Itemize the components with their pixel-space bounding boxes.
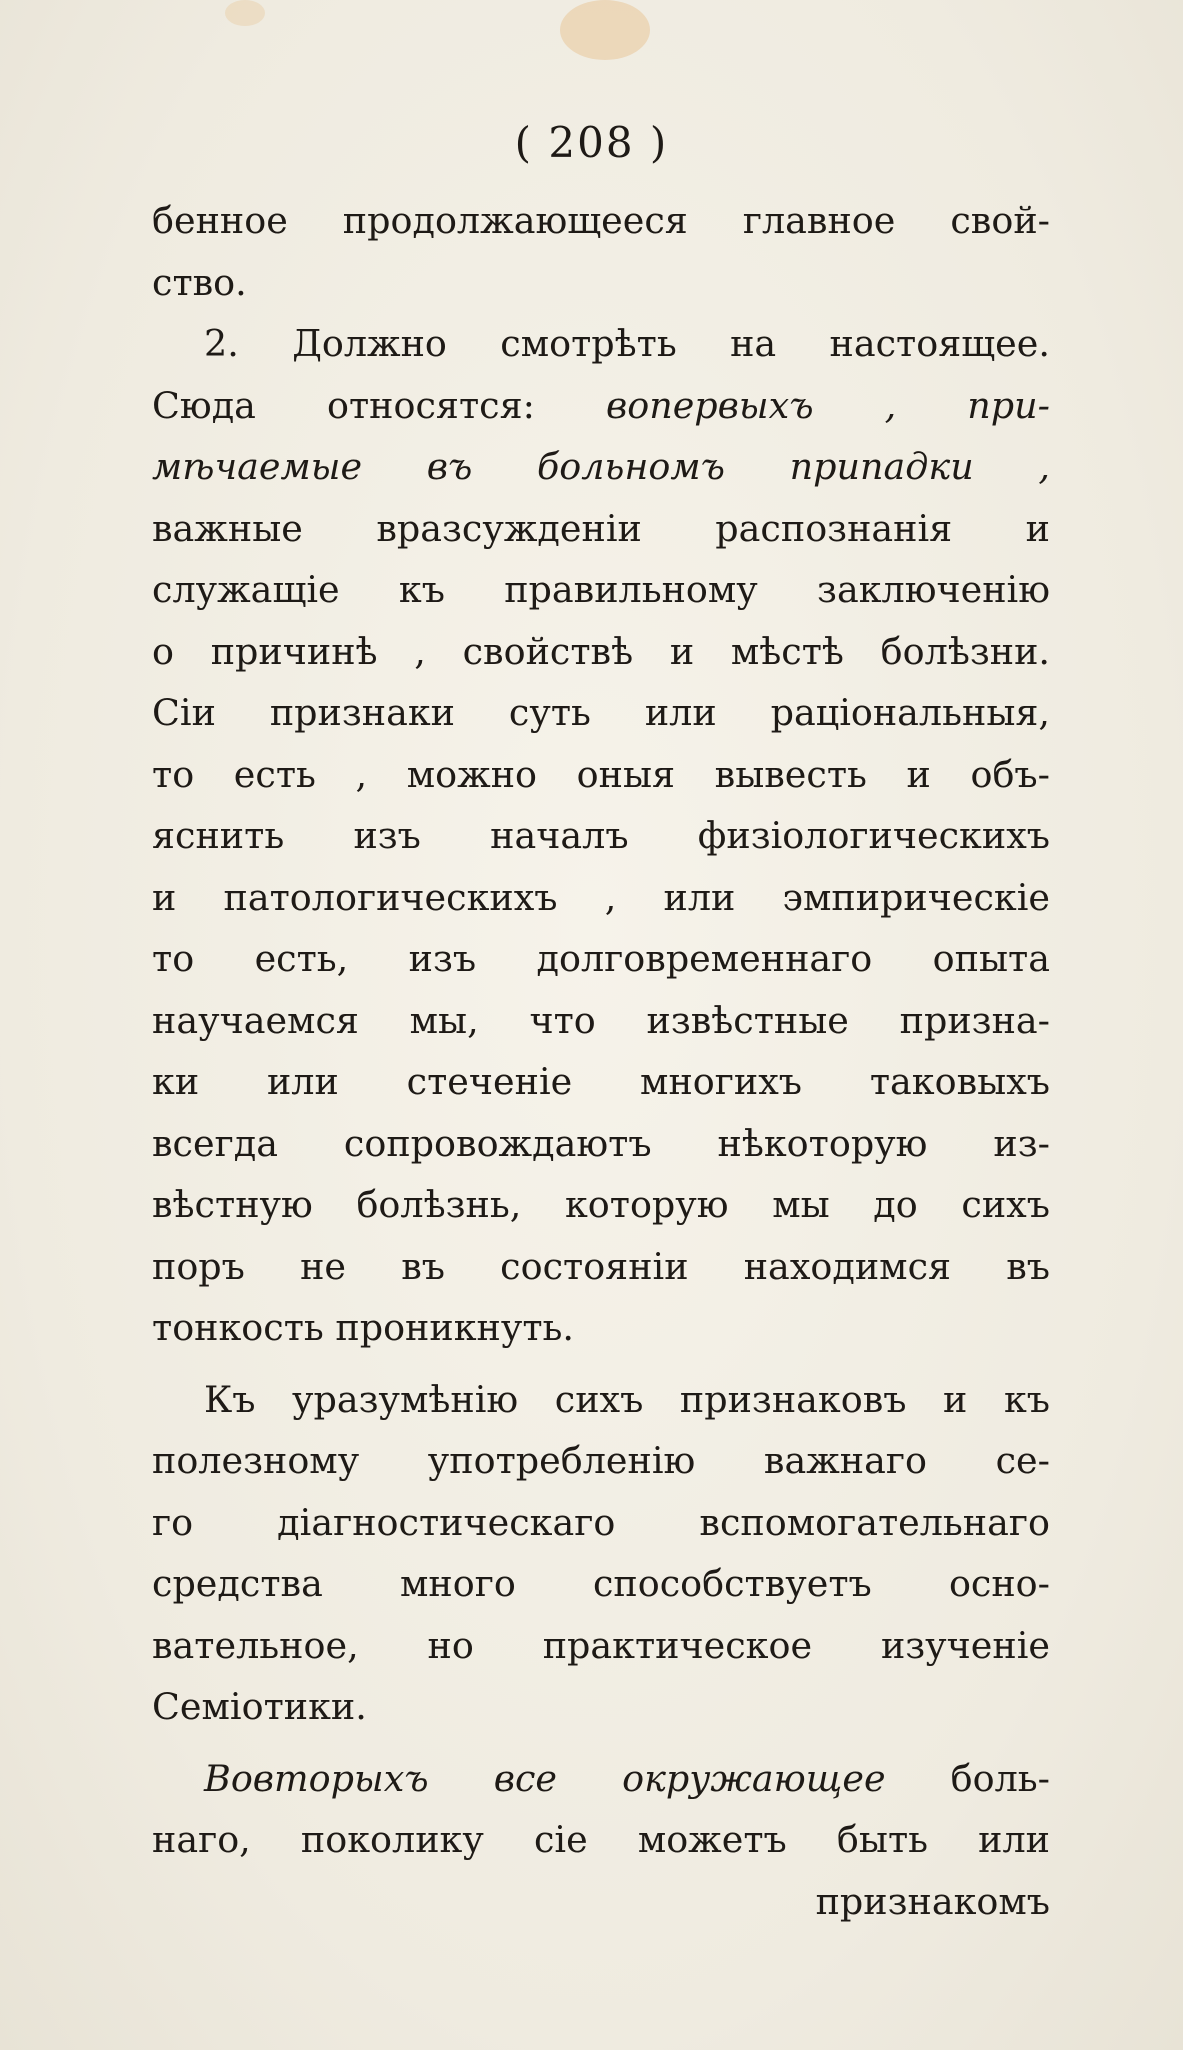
text-line <box>152 744 1050 806</box>
text-line <box>152 621 1050 683</box>
text-line <box>152 1236 1050 1298</box>
text-line <box>152 559 1050 621</box>
text-segment: боль- <box>885 1756 1050 1800</box>
italic-segment: мѣчаемые въ больномъ припадки , <box>152 445 1050 488</box>
text-segment: го діагностическаго вспомогательнаго <box>152 1500 1050 1544</box>
text-segment: вѣстную болѣзнь, которую мы до сихъ <box>152 1183 1050 1226</box>
text-line <box>152 1809 1050 1871</box>
text-line <box>152 1297 1050 1359</box>
text-segment: средства много способствуетъ осно- <box>152 1562 1050 1605</box>
page-number-header: ( 208 ) <box>514 118 669 167</box>
text-segment: 2. Должно смотрѣть на настоящее. <box>204 322 1050 365</box>
text-segment: Сюда относятся: <box>152 383 606 427</box>
text-segment: Семіотики. <box>152 1685 367 1728</box>
text-segment: всегда сопровождаютъ нѣкоторую из- <box>152 1121 1050 1165</box>
paragraph-gap <box>152 1738 1050 1748</box>
body-text <box>152 190 1050 1932</box>
text-segment: то есть , можно оныя вывесть и объ- <box>152 752 1050 796</box>
text-line <box>152 1871 1050 1933</box>
text-line <box>152 313 1050 375</box>
text-line <box>152 190 1050 252</box>
text-line <box>152 436 1050 498</box>
text-segment: о причинѣ , свойствѣ и мѣстѣ болѣзни. <box>152 629 1050 673</box>
text-segment: яснить изъ началъ физіологическихъ <box>152 814 1050 857</box>
text-segment: научаемся мы, что извѣстные призна- <box>152 998 1050 1042</box>
text-line <box>152 867 1050 929</box>
text-line <box>152 375 1050 437</box>
text-line <box>152 1615 1050 1677</box>
text-segment: наго, поколику сіе можетъ быть или <box>152 1818 1050 1861</box>
text-line <box>152 1051 1050 1113</box>
paper-stain <box>560 0 650 60</box>
text-line <box>152 1676 1050 1738</box>
text-line <box>152 1113 1050 1175</box>
text-segment: ки или стеченіе многихъ таковыхъ <box>152 1060 1050 1103</box>
text-line <box>152 1492 1050 1554</box>
text-segment: признакомъ <box>815 1879 1050 1923</box>
text-segment: и патологическихъ , или эмпирическіе <box>152 875 1050 919</box>
text-line <box>152 1748 1050 1810</box>
text-segment: служащіе къ правильному заключенію <box>152 568 1050 611</box>
text-line <box>152 928 1050 990</box>
text-line <box>152 1369 1050 1431</box>
text-segment: ство. <box>152 260 247 304</box>
text-segment: вательное, но практическое изученіе <box>152 1623 1050 1667</box>
text-line <box>152 990 1050 1052</box>
text-line <box>152 1430 1050 1492</box>
text-line <box>152 1174 1050 1236</box>
italic-segment: вопервыхъ , при- <box>605 383 1050 427</box>
text-segment: то есть, изъ долговременнаго опыта <box>152 937 1050 980</box>
italic-segment: Вовторыхъ все окружающее <box>204 1756 886 1800</box>
text-segment: тонкость проникнуть. <box>152 1306 574 1349</box>
text-segment: Сіи признаки суть или раціональныя, <box>152 691 1050 734</box>
paragraph-gap <box>152 1359 1050 1369</box>
text-segment: полезному употребленію важнаго се- <box>152 1439 1050 1482</box>
text-line <box>152 252 1050 314</box>
text-segment: бенное продолжающееся главное свой- <box>152 199 1050 242</box>
text-line <box>152 682 1050 744</box>
text-line <box>152 805 1050 867</box>
paper-stain <box>225 0 265 26</box>
text-line <box>152 1553 1050 1615</box>
text-segment: важные вразсужденіи распознанія и <box>152 506 1050 550</box>
text-segment: поръ не въ состояніи находимся въ <box>152 1244 1050 1288</box>
text-line <box>152 498 1050 560</box>
text-segment: Къ уразумѣнію сихъ признаковъ и къ <box>204 1377 1050 1421</box>
